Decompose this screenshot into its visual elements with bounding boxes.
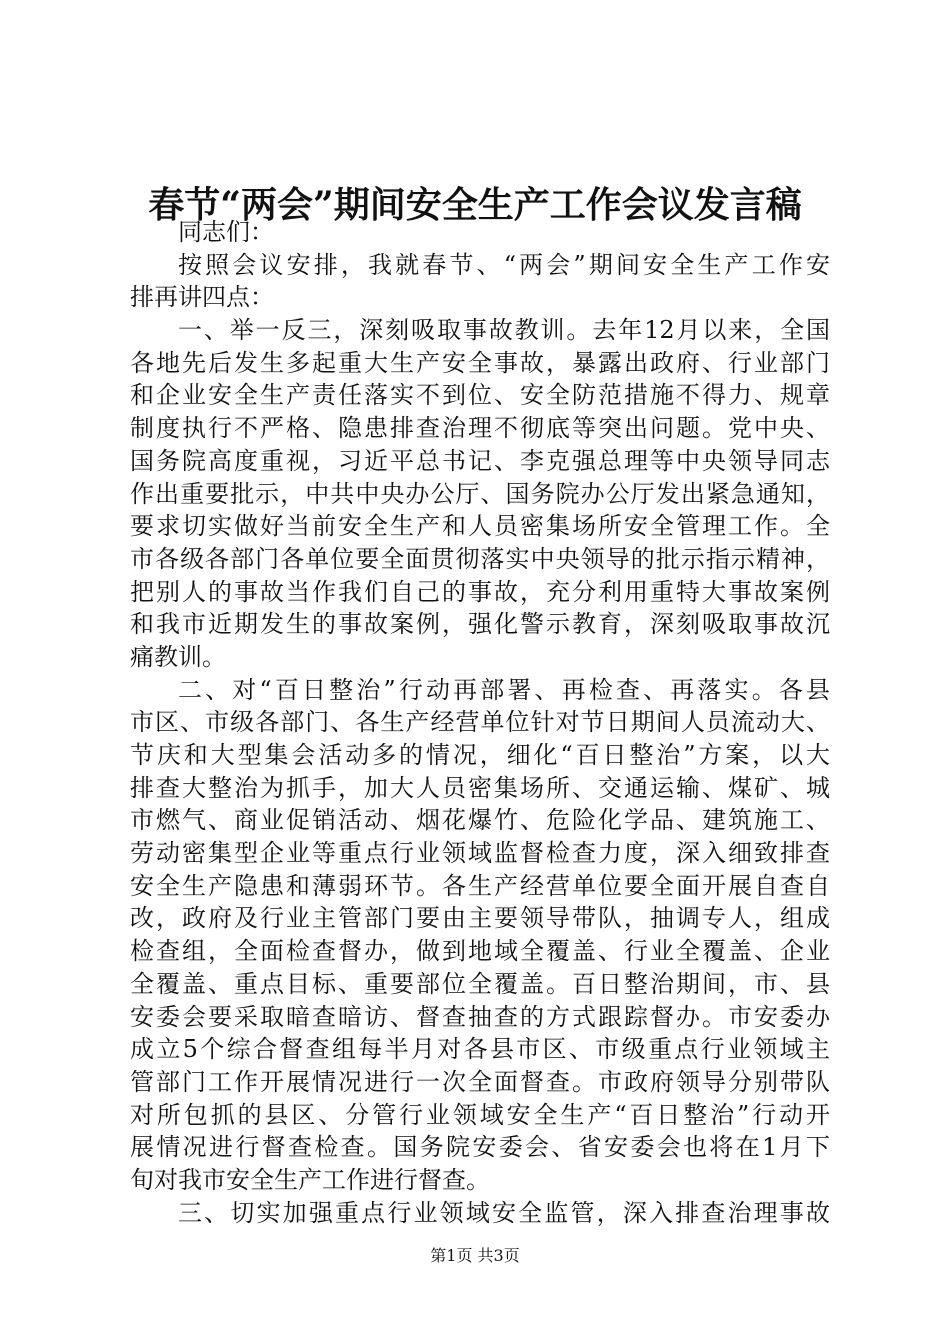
body-line: 改，政府及行业主管部门要由主要领导带队，抽调专人，组成 xyxy=(130,904,830,933)
body-line: 展情况进行督查检查。国务院安委会、省安委会也将在1月下 xyxy=(130,1133,830,1162)
body-line: 各地先后发生多起重大生产安全事故，暴露出政府、行业部门 xyxy=(130,348,830,377)
body-line: 劳动密集型企业等重点行业领域监督检查力度，深入细致排查 xyxy=(130,839,830,868)
body-line: 旬对我市安全生产工作进行督查。 xyxy=(130,1165,490,1194)
body-line: 市区、市级各部门、各生产经营单位针对节日期间人员流动大、 xyxy=(130,708,830,737)
document-title: 春节“两会”期间安全生产工作会议发言稿 xyxy=(148,184,802,226)
body-line: 全覆盖、重点目标、重要部位全覆盖。百日整治期间，市、县 xyxy=(130,969,830,998)
body-line: 二、对“百日整治”行动再部署、再检查、再落实。各县 xyxy=(178,675,830,704)
body-line: 排查大整治为抓手，加大人员密集场所、交通运输、煤矿、城 xyxy=(130,773,830,802)
body-line: 和我市近期发生的事故案例，强化警示教育，深刻吸取事故沉 xyxy=(130,610,830,639)
body-line: 管部门工作开展情况进行一次全面督查。市政府领导分别带队 xyxy=(130,1067,830,1096)
body-line: 按照会议安排，我就春节、“两会”期间安全生产工作安 xyxy=(178,250,830,279)
body-line: 制度执行不严格、隐患排查治理不彻底等突出问题。党中央、 xyxy=(130,414,830,443)
body-line: 国务院高度重视，习近平总书记、李克强总理等中央领导同志 xyxy=(130,446,830,475)
body-line: 安全生产隐患和薄弱环节。各生产经营单位要全面开展自查自 xyxy=(130,871,830,900)
body-line: 要求切实做好当前安全生产和人员密集场所安全管理工作。全 xyxy=(130,512,830,541)
body-line: 把别人的事故当作我们自己的事故，充分利用重特大事故案例 xyxy=(130,577,830,606)
document-body xyxy=(130,216,830,1229)
body-line: 痛教训。 xyxy=(130,642,226,671)
body-line: 安委会要采取暗查暗访、督查抽查的方式跟踪督办。市安委办 xyxy=(130,1002,830,1031)
body-line: 市燃气、商业促销活动、烟花爆竹、危险化学品、建筑施工、 xyxy=(130,806,830,835)
body-line: 三、切实加强重点行业领域安全监管，深入排查治理事故 xyxy=(178,1198,830,1227)
body-line: 检查组，全面检查督办，做到地域全覆盖、行业全覆盖、企业 xyxy=(130,937,830,966)
body-line: 同志们： xyxy=(178,218,274,246)
body-line: 作出重要批示，中共中央办公厅、国务院办公厅发出紧急通知， xyxy=(130,479,830,508)
body-line: 市各级各部门各单位要全面贯彻落实中央领导的批示指示精神， xyxy=(130,544,830,573)
body-line: 成立5个综合督查组每半月对各县市区、市级重点行业领域主 xyxy=(130,1035,830,1064)
body-line: 节庆和大型集会活动多的情况，细化“百日整治”方案，以大 xyxy=(130,741,830,769)
body-line: 和企业安全生产责任落实不到位、安全防范措施不得力、规章 xyxy=(130,381,830,410)
body-line: 排再讲四点： xyxy=(130,283,274,312)
body-line: 一、举一反三，深刻吸取事故教训。去年12月以来，全国 xyxy=(178,316,830,345)
body-line: 对所包抓的县区、分管行业领域安全生产“百日整治”行动开 xyxy=(130,1100,830,1129)
page-footer: 第1页 共3页 xyxy=(430,1246,520,1265)
